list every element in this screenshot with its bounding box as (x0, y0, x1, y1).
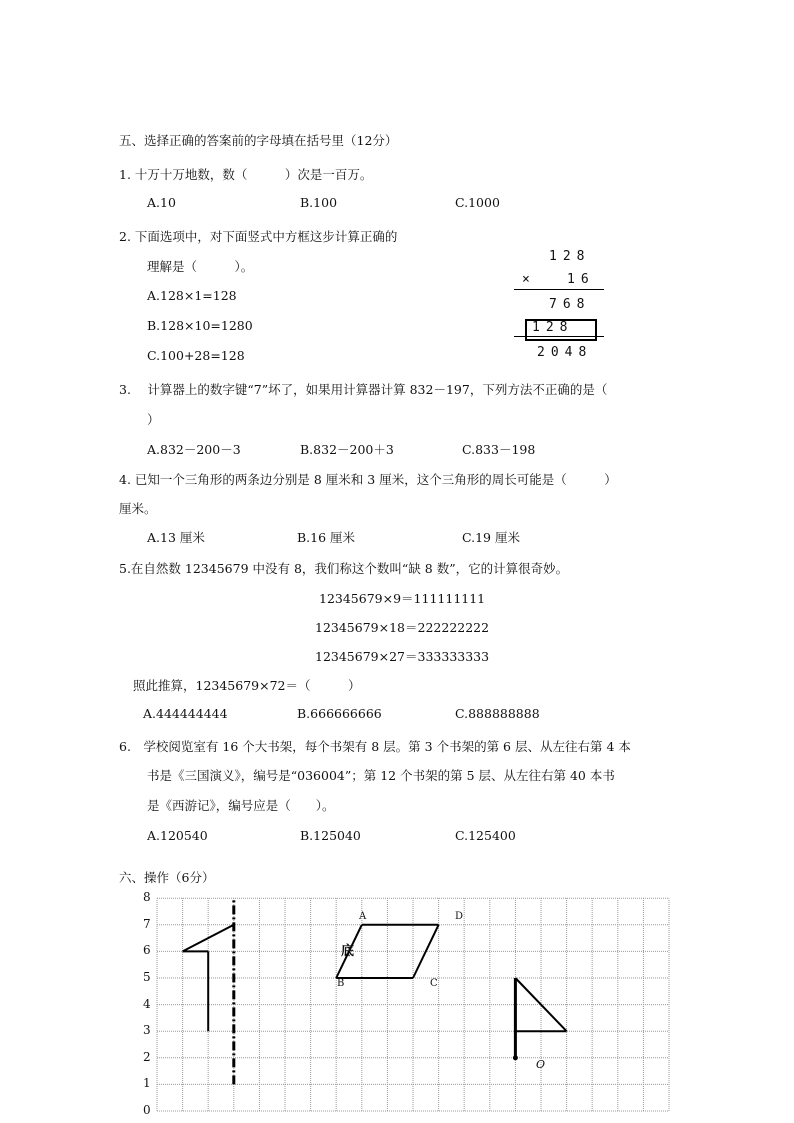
calc-partial-1: 768 (549, 297, 591, 312)
q2-option-b: B.128×10=1280 (147, 318, 253, 333)
q6-option-b: B.125040 (300, 828, 361, 843)
q3-stem: 3. 计算器上的数字键“7”坏了，如果用计算器计算 832－197，下列方法不正确的是（ (119, 382, 608, 397)
q5-option-a: A.444444444 (143, 706, 228, 721)
q3-option-c: C.833－198 (462, 442, 536, 457)
q3-stem2: ） (147, 412, 160, 427)
calc-partial-2: 128 (532, 320, 574, 335)
q5-eq-1: 12345679×9＝111111111 (319, 591, 486, 606)
y-axis-label: 4 (143, 996, 151, 1011)
q3-option-b: B.832－200＋3 (300, 442, 394, 457)
q5-eq-2: 12345679×18＝222222222 (315, 620, 490, 635)
y-axis-label: 0 (143, 1103, 151, 1117)
point-label-b: B (337, 978, 345, 989)
base-label: 底 (341, 944, 355, 959)
q4-option-c: C.19 厘米 (462, 530, 520, 545)
calc-times: × (522, 272, 536, 287)
q5-stem: 5.在自然数 12345679 中没有 8，我们称这个数叫“缺 8 数”，它的计算很奇妙。 (119, 561, 569, 576)
calc-result: 2048 (537, 345, 593, 360)
y-axis-label: 2 (143, 1049, 151, 1064)
q5-option-b: B.666666666 (297, 706, 382, 721)
q4-stem2: 厘米。 (119, 501, 157, 516)
point-label-d: D (455, 911, 464, 922)
q1-stem: 1. 十万十万地数，数（ ）次是一百万。 (119, 167, 373, 182)
section6-title: 六、操作（6分） (119, 870, 215, 885)
q1-option-c: C.1000 (455, 195, 500, 210)
q4-option-b: B.16 厘米 (297, 530, 356, 545)
parallelogram-side-cd (413, 925, 439, 978)
point-label-o: O (536, 1058, 546, 1071)
calc-top: 128 (549, 249, 591, 264)
q2-stem: 2. 下面选项中，对下面竖式中方框这步计算正确的 (119, 229, 398, 244)
q6-line-1: 6. 学校阅览室有 16 个大书架，每个书架有 8 层。第 3 个书架的第 6 层、从左往右第 4 本 (119, 739, 631, 754)
q4-stem: 4. 已知一个三角形的两条边分别是 8 厘米和 3 厘米，这个三角形的周长可能是（ ） (119, 472, 617, 487)
y-axis-label: 5 (143, 970, 151, 984)
q6-line-3: 是《西游记》，编号应是（ ）。 (147, 798, 335, 813)
y-axis-label: 6 (143, 943, 151, 958)
q6-option-a: A.120540 (147, 828, 208, 843)
q5-option-c: C.888888888 (455, 706, 540, 721)
y-axis-label: 1 (143, 1076, 151, 1091)
y-axis-label: 3 (143, 1023, 151, 1038)
q6-option-c: C.125400 (455, 828, 516, 843)
q5-stem2: 照此推算，12345679×72＝（ ） (133, 678, 361, 693)
point-label-a: A (359, 911, 367, 922)
y-axis-label: 8 (143, 890, 151, 905)
section5-title: 五、选择正确的答案前的字母填在括号里（12分） (119, 133, 398, 148)
calc-multiplier: 16 (567, 272, 595, 287)
y-axis-label: 7 (143, 916, 151, 931)
q1-option-a: A.10 (147, 195, 176, 210)
q5-eq-3: 12345679×27＝333333333 (315, 649, 490, 664)
q4-option-a: A.13 厘米 (147, 530, 205, 545)
point-o-dot (513, 1056, 517, 1060)
q6-line-2: 书是《三国演义》，编号是“036004”；第 12 个书架的第 5 层、从左往右第 40 本书 (147, 768, 615, 783)
q2-option-c: C.100+28=128 (147, 348, 245, 363)
q2-option-a: A.128×1=128 (147, 288, 237, 303)
point-label-c: C (430, 978, 438, 989)
q1-option-b: B.100 (300, 195, 338, 210)
q3-option-a: A.832－200－3 (147, 442, 241, 457)
q2-stem2: 理解是（ ）。 (147, 259, 254, 274)
